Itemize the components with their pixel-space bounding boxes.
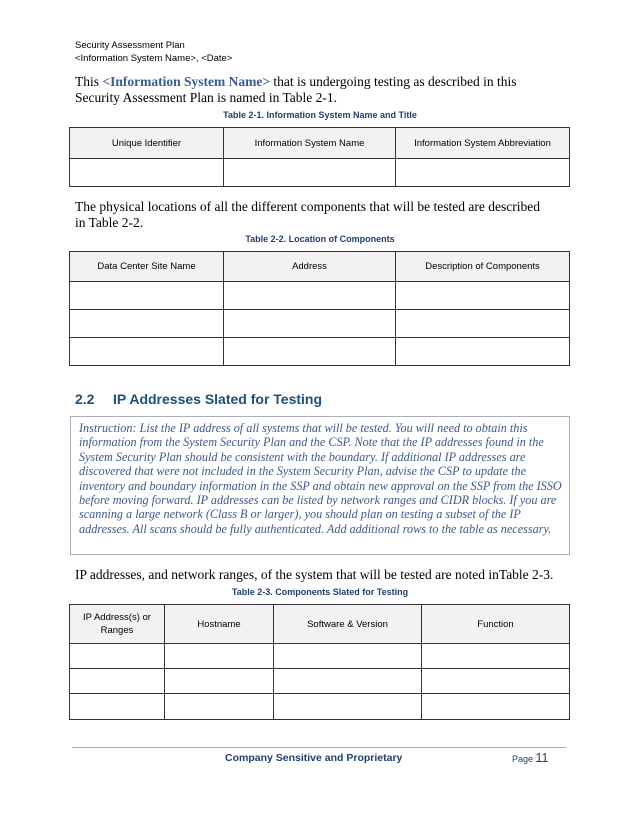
- column-header-system-name: Information System Name: [224, 128, 396, 159]
- section-number: 2.2: [75, 391, 95, 407]
- column-header-description: Description of Components: [396, 252, 570, 282]
- table-row: [70, 338, 570, 366]
- intro-post: that is undergoing testing as described in this Security Assessment Plan is named in Table 2-1.: [75, 74, 517, 105]
- table-row: [70, 669, 570, 694]
- table-cell[interactable]: [70, 694, 165, 720]
- table-cell[interactable]: [274, 694, 422, 720]
- column-header-function: Function: [422, 605, 570, 644]
- system-name-placeholder: <Information System Name>: [102, 74, 271, 89]
- table-row: [70, 159, 570, 187]
- table-cell[interactable]: [274, 669, 422, 694]
- table-2-3-caption: Table 2-3. Components Slated for Testing: [231, 587, 409, 597]
- table-cell[interactable]: [224, 282, 396, 310]
- table-cell[interactable]: [396, 310, 570, 338]
- column-header-hostname: Hostname: [165, 605, 274, 644]
- intro-pre: This: [75, 74, 103, 89]
- table-cell[interactable]: [70, 338, 224, 366]
- table-cell[interactable]: [422, 644, 570, 669]
- table-2-2-caption: Table 2-2. Location of Components: [245, 234, 395, 244]
- document-header-title: Security Assessment Plan: [75, 40, 185, 51]
- table-cell[interactable]: [396, 338, 570, 366]
- column-header-system-abbreviation: Information System Abbreviation: [396, 128, 570, 159]
- table-cell[interactable]: [224, 159, 396, 187]
- table-cell[interactable]: [70, 644, 165, 669]
- table-cell[interactable]: [396, 282, 570, 310]
- table-cell[interactable]: [70, 159, 224, 187]
- section-heading: [75, 391, 322, 407]
- table-2-3: [69, 604, 570, 720]
- table-cell[interactable]: [70, 310, 224, 338]
- section-title: IP Addresses Slated for Testing: [113, 391, 323, 407]
- column-header-data-center-site: Data Center Site Name: [70, 252, 224, 282]
- table-cell[interactable]: [422, 669, 570, 694]
- table-2-1-caption: Table 2-1. Information System Name and Title: [223, 110, 417, 120]
- page-number: 11: [535, 751, 549, 765]
- table-2-1: [69, 127, 570, 187]
- locations-paragraph: The physical locations of all the different components that will be tested are described in Table 2-2.: [75, 199, 540, 230]
- footer-page-number: [512, 751, 549, 765]
- table-cell[interactable]: [165, 669, 274, 694]
- table-cell[interactable]: [70, 669, 165, 694]
- ip-addresses-paragraph: IP addresses, and network ranges, of the system that will be tested are noted inTable 2-3.: [75, 567, 554, 582]
- table-cell[interactable]: [70, 282, 224, 310]
- column-header-ip-address: IP Address(s) or Ranges: [70, 605, 165, 644]
- footer-divider: [72, 747, 566, 748]
- table-header-row: [70, 605, 570, 644]
- table-row: [70, 310, 570, 338]
- column-header-address: Address: [224, 252, 396, 282]
- intro-paragraph: [75, 74, 545, 106]
- instruction-text: Instruction: List the IP address of all systems that will be tested. You will need to obtain this information from the System Security Plan and the CSP. Note that the IP addresses found in the System Security Plan should be consistent with the boundary. If additional IP addresses are discovered that were not included in the System Security Plan, advise the CSP to update the inventory and boundary information in the SSP and obtain new approval on the SSP from the ISSO before moving forward. IP addresses can be listed by network ranges and CIDR blocks. If you are scanning a large network (Class B or larger), you should plan on testing a subset of the IP addresses. All scans should be fully authenticated. Add additional rows to the table as necessary.: [79, 421, 562, 536]
- table-2-2: [69, 251, 570, 366]
- table-row: [70, 694, 570, 720]
- table-cell[interactable]: [224, 338, 396, 366]
- table-cell[interactable]: [274, 644, 422, 669]
- column-header-software-version: Software & Version: [274, 605, 422, 644]
- table-header-row: [70, 252, 570, 282]
- footer-confidentiality: Company Sensitive and Proprietary: [225, 752, 403, 764]
- table-header-row: [70, 128, 570, 159]
- table-cell[interactable]: [396, 159, 570, 187]
- table-cell[interactable]: [224, 310, 396, 338]
- column-header-unique-identifier: Unique Identifier: [70, 128, 224, 159]
- table-cell[interactable]: [422, 694, 570, 720]
- table-row: [70, 644, 570, 669]
- page-label: Page: [512, 754, 536, 764]
- document-header-subtitle: <Information System Name>, <Date>: [75, 53, 233, 64]
- table-cell[interactable]: [165, 644, 274, 669]
- table-cell[interactable]: [165, 694, 274, 720]
- table-row: [70, 282, 570, 310]
